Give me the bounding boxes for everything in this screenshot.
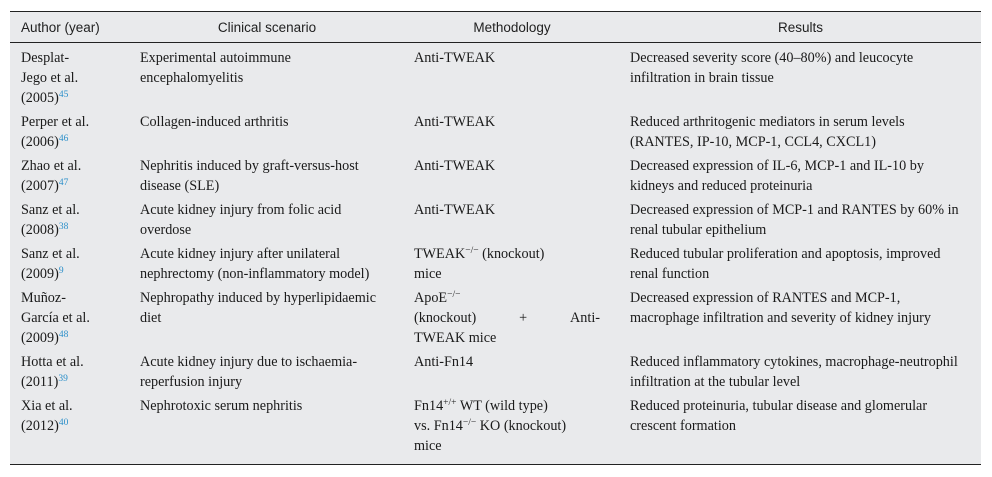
reference-link[interactable]: 45: [58, 90, 69, 100]
results-cell: Decreased expression of MCP-1 and RANTES by 60% in renal tubular epithelium: [630, 202, 959, 238]
scenario-cell: Collagen-induced arthritis: [140, 114, 289, 130]
methodology-cell: Anti-TWEAK: [414, 202, 496, 218]
results-table-container: [10, 11, 981, 465]
author-cell: Desplat- Jego et al. (2005)$^{45}$: [21, 50, 79, 106]
author-cell: Xia et al. (2012)$^{40}$: [21, 398, 73, 434]
header-clinical-scenario: Clinical scenario: [130, 12, 404, 43]
results-cell: Reduced tubular proliferation and apoptosis, improved renal function: [630, 246, 941, 282]
header-methodology: Methodology: [404, 12, 620, 43]
header-results: Results: [620, 12, 981, 43]
reference-link[interactable]: 40: [58, 418, 69, 428]
results-cell: Decreased expression of IL-6, MCP-1 and IL-10 by kidneys and reduced proteinuria: [630, 158, 924, 194]
table-row: [10, 152, 981, 196]
reference-link[interactable]: 38: [58, 222, 69, 232]
author-cell: Sanz et al. (2009)$^9$: [21, 246, 80, 282]
methodology-cell: Anti-TWEAK: [414, 114, 496, 130]
results-cell: Reduced inflammatory cytokines, macrophage-neutrophil infiltration at the tubular level: [630, 354, 958, 390]
scenario-cell: Acute kidney injury due to ischaemia-reperfusion injury: [140, 354, 358, 390]
methodology-cell: Anti-TWEAK: [414, 50, 496, 66]
author-cell: Zhao et al. (2007)$^{47}$: [21, 158, 82, 194]
methodology-cell: Fn14+/+ WT (wild type) vs. Fn14−/− KO (knockout) mice: [414, 398, 567, 454]
results-cell: Reduced arthritogenic mediators in serum levels (RANTES, IP-10, MCP-1, CCL4, CXCL1): [630, 114, 905, 150]
author-cell: Hotta et al. (2011)$^{39}$: [21, 354, 84, 390]
scenario-cell: Nephrotoxic serum nephritis: [140, 398, 303, 414]
results-cell: Decreased severity score (40–80%) and leucocyte infiltration in brain tissue: [630, 50, 914, 86]
table-header-row: [10, 12, 981, 43]
scenario-cell: Acute kidney injury after unilateral nephrectomy (non-inflammatory model): [140, 246, 370, 282]
author-cell: Muñoz- García et al. (2009)$^{48}$: [21, 290, 90, 346]
scenario-cell: Acute kidney injury from folic acid overdose: [140, 202, 342, 238]
results-cell: Reduced proteinuria, tubular disease and glomerular crescent formation: [630, 398, 928, 434]
table-row: [10, 348, 981, 392]
justified-line: (knockout) + Anti-: [414, 310, 600, 326]
table-row: [10, 240, 981, 284]
table-row: [10, 196, 981, 240]
reference-link[interactable]: 46: [58, 134, 69, 144]
results-table: [10, 12, 981, 464]
scenario-cell: Nephritis induced by graft-versus-host disease (SLE): [140, 158, 359, 194]
table-row: [10, 284, 981, 348]
methodology-cell: TWEAK−/− (knockout) mice: [414, 246, 545, 282]
reference-link[interactable]: 9: [58, 266, 64, 276]
author-cell: Sanz et al. (2008)$^{38}$: [21, 202, 80, 238]
reference-link[interactable]: 47: [58, 178, 69, 188]
table-row: [10, 108, 981, 152]
methodology-cell: Anti-Fn14: [414, 354, 474, 370]
scenario-cell: Nephropathy induced by hyperlipidaemic diet: [140, 290, 376, 326]
results-cell: Decreased expression of RANTES and MCP-1, macrophage infiltration and severity of kidney injury: [630, 290, 931, 326]
reference-link[interactable]: 48: [58, 330, 69, 340]
header-author-year: Author (year): [10, 12, 130, 43]
table-row: [10, 43, 981, 109]
table-row: [10, 392, 981, 464]
author-cell: Perper et al. (2006)$^{46}$: [21, 114, 90, 150]
scenario-cell: Experimental autoimmune encephalomyelitis: [140, 50, 291, 86]
methodology-cell: ApoE−/− (knockout) + Anti- TWEAK mice: [414, 290, 600, 346]
reference-link[interactable]: 39: [58, 374, 68, 384]
methodology-cell: Anti-TWEAK: [414, 158, 496, 174]
